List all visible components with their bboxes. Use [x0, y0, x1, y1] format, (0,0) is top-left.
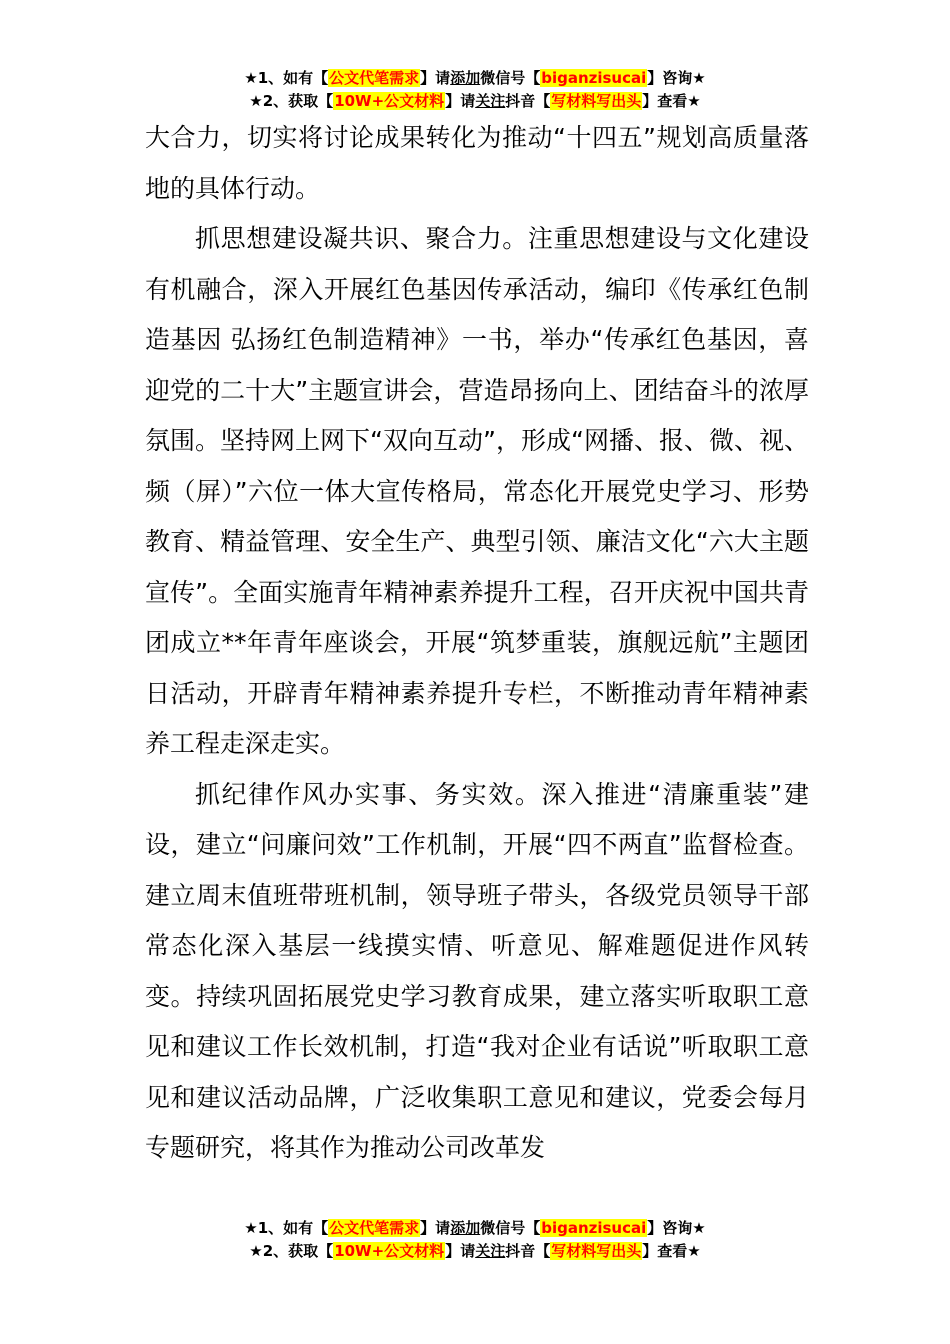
banner-line-2 [0, 1240, 950, 1263]
highlight-materials: 10W+公文材料 [334, 1242, 445, 1260]
highlight-materials: 10W+公文材料 [334, 92, 445, 110]
banner-text: 】咨询★ [647, 1219, 706, 1237]
footer-banner [0, 1217, 950, 1263]
highlight-service: 公文代笔需求 [329, 1219, 420, 1237]
banner-text: 】查看★ [642, 92, 701, 110]
highlight-douyin-account: 写材料写出头 [551, 92, 642, 110]
banner-line-1 [0, 67, 950, 90]
banner-line-1 [0, 1217, 950, 1240]
underlined-text: 关注 [475, 1242, 506, 1260]
underlined-text: 添加 [450, 69, 481, 87]
highlight-douyin-account: 写材料写出头 [551, 1242, 642, 1260]
banner-text: ★2、获取【 [249, 92, 334, 110]
header-banner [0, 67, 950, 113]
banner-text: 】请 [445, 92, 476, 110]
banner-text: 抖音【 [505, 92, 551, 110]
paragraph-continuation: 大合力，切实将讨论成果转化为推动“十四五”规划高质量落地的具体行动。 [145, 123, 809, 203]
banner-text: 微信号【 [480, 1219, 541, 1237]
banner-line-2 [0, 90, 950, 113]
banner-text: 微信号【 [480, 69, 541, 87]
highlight-wechat-id: biganzisucai [541, 1219, 647, 1237]
highlight-wechat-id: biganzisucai [541, 69, 647, 87]
banner-text: 】查看★ [642, 1242, 701, 1260]
banner-text: ★1、如有【 [244, 1219, 329, 1237]
underlined-text: 关注 [475, 92, 506, 110]
banner-text: 】请 [420, 69, 451, 87]
paragraph-ideological-building: 抓思想建设凝共识、聚合力。注重思想建设与文化建设有机融合，深入开展红色基因传承活动，编印《传承红色制造基因 弘扬红色制造精神》一书，举办“传承红色基因，喜迎党的二十大”主题宣讲会，营造昂扬向上、团结奋斗的浓厚氛围。坚持网上网下“双向互动”，形成“网播、报、微、视、频（屏）”六位一体大宣传格局，常态化开展党史学习、形势教育、精益管理、安全生产、典型引领、廉洁文化“六大主题宣传”。全面实施青年精神素养提升工程，召开庆祝中国共青团成立**年青年座谈会，开展“筑梦重装，旗舰远航”主题团日活动，开辟青年精神素养提升专栏，不断推动青年精神素养工程走深走实。 [145, 224, 809, 758]
document-body [145, 113, 809, 1174]
banner-text: ★2、获取【 [249, 1242, 334, 1260]
underlined-text: 添加 [450, 1219, 481, 1237]
banner-text: 】请 [445, 1242, 476, 1260]
banner-text: 】请 [420, 1219, 451, 1237]
banner-text: 】咨询★ [647, 69, 706, 87]
highlight-service: 公文代笔需求 [329, 69, 420, 87]
paragraph-discipline-style: 抓纪律作风办实事、务实效。深入推进“清廉重装”建设，建立“问廉问效”工作机制，开展“四不两直”监督检查。建立周末值班带班机制，领导班子带头，各级党员领导干部常态化深入基层一线摸实情、听意见、解难题促进作风转变。持续巩固拓展党史学习教育成果，建立落实听取职工意见和建议工作长效机制，打造“我对企业有话说”听取职工意见和建议活动品牌，广泛收集职工意见和建议，党委会每月专题研究，将其作为推动公司改革发 [145, 779, 809, 1162]
banner-text: ★1、如有【 [244, 69, 329, 87]
banner-text: 抖音【 [505, 1242, 551, 1260]
